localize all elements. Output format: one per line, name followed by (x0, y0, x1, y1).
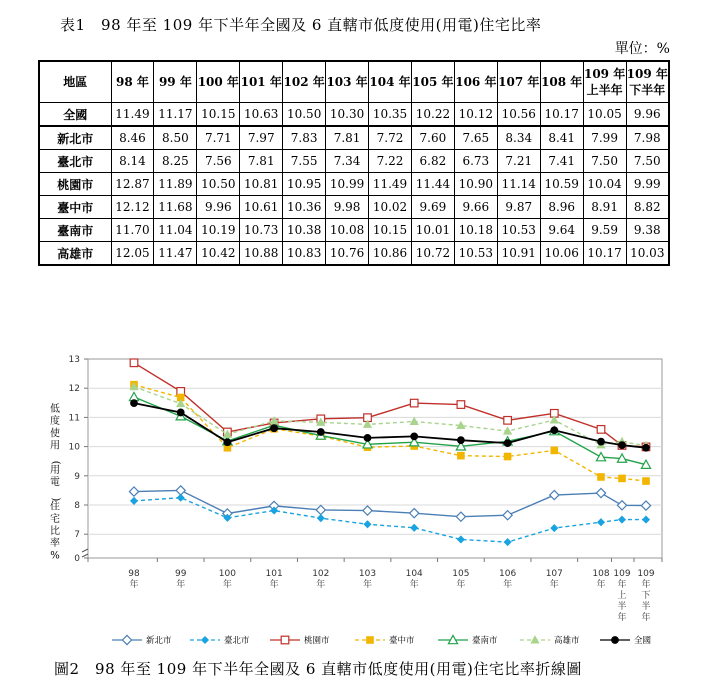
data-point (176, 486, 185, 495)
x-tick-label: 107 年 (545, 569, 563, 590)
table-row (39, 126, 669, 150)
header-col: 101 年 (240, 61, 283, 103)
y-axis-label: 低度使用(用電)住宅比率% (50, 404, 62, 562)
table-cell: 9.66 (454, 196, 497, 219)
table-cell: 9.87 (497, 196, 540, 219)
table-cell: 7.50 (583, 150, 626, 173)
table-cell: 12.87 (111, 173, 154, 196)
table-cell: 7.81 (240, 150, 283, 173)
table-cell: 7.72 (369, 126, 412, 150)
table-cell: 10.05 (583, 103, 626, 127)
table-cell: 10.02 (369, 196, 412, 219)
table-cell: 10.15 (197, 103, 240, 127)
table-cell: 10.72 (411, 242, 454, 266)
table-cell: 7.65 (454, 126, 497, 150)
table-cell: 11.49 (369, 173, 412, 196)
data-point (643, 444, 650, 451)
header-col: 100 年 (197, 61, 240, 103)
x-tick-label: 101 年 (265, 569, 283, 590)
table-cell: 10.86 (369, 242, 412, 266)
header-col: 109 年 上半年 (583, 61, 626, 103)
chart-title: 圖2 98 年至 109 年下半年全國及 6 直轄市低度使用(用電)住宅比率折線圖 (54, 660, 582, 678)
table-row (39, 242, 669, 266)
data-point (271, 425, 278, 432)
table-cell: 8.82 (626, 196, 669, 219)
data-point (551, 427, 558, 434)
table-cell: 8.34 (497, 126, 540, 150)
data-point (596, 488, 605, 497)
table-cell: 9.99 (626, 173, 669, 196)
table-cell: 8.50 (154, 126, 197, 150)
table-cell: 10.30 (326, 103, 369, 127)
data-point (411, 525, 417, 531)
table-cell: 7.71 (197, 126, 240, 150)
table-cell: 10.53 (497, 219, 540, 242)
x-tick-label: 103 年 (358, 569, 377, 590)
table-cell: 6.82 (411, 150, 454, 173)
data-point (504, 453, 510, 459)
y-tick-label: 7 (74, 530, 80, 541)
table-cell: 9.96 (626, 103, 669, 127)
table-cell: 12.12 (111, 196, 154, 219)
legend-marker (122, 635, 131, 644)
series-line-1 (134, 498, 646, 542)
table-cell: 9.59 (583, 219, 626, 242)
table-cell: 10.90 (454, 173, 497, 196)
table-cell: 10.73 (240, 219, 283, 242)
x-tick-label: 109 年上半年 (613, 569, 631, 623)
table-cell: 11.89 (154, 173, 197, 196)
data-point (598, 519, 604, 525)
y-tick-label: 8 (74, 501, 80, 511)
row-header: 臺北市 (39, 150, 111, 173)
data-point (224, 439, 231, 446)
table-cell: 7.98 (626, 126, 669, 150)
table-row (39, 103, 669, 127)
table-cell: 10.18 (454, 219, 497, 242)
y-tick-label: 9 (74, 471, 80, 482)
header-col: 108 年 (540, 61, 583, 103)
table-cell: 7.60 (411, 126, 454, 150)
legend-marker (367, 637, 373, 643)
unit-label: 單位：% (614, 41, 670, 57)
series-line-0 (134, 490, 646, 516)
data-point (619, 442, 626, 449)
data-point (131, 400, 138, 407)
table-cell: 11.04 (154, 219, 197, 242)
data-point (410, 399, 418, 407)
table-cell: 7.50 (626, 150, 669, 173)
table-cell: 11.68 (154, 196, 197, 219)
header-col: 106 年 (454, 61, 497, 103)
table-cell: 12.05 (111, 242, 154, 266)
data-point (130, 359, 138, 367)
data-point (641, 501, 650, 510)
table-cell: 10.19 (197, 219, 240, 242)
table-cell: 10.36 (283, 196, 326, 219)
table-cell: 10.08 (326, 219, 369, 242)
y-tick-label: 0 (74, 554, 80, 564)
table-cell: 11.70 (111, 219, 154, 242)
table-cell: 10.95 (283, 173, 326, 196)
data-point (318, 515, 324, 521)
table-cell: 10.56 (497, 103, 540, 127)
data-point (316, 505, 325, 514)
table-row (39, 196, 669, 219)
y-tick-label: 10 (68, 442, 80, 453)
x-tick-label: 108 年 (592, 569, 610, 590)
table-cell: 11.49 (111, 103, 154, 127)
table-cell: 10.88 (240, 242, 283, 266)
data-point (317, 429, 324, 436)
header-col: 103 年 (326, 61, 369, 103)
table-cell: 10.42 (197, 242, 240, 266)
legend-label: 臺中市 (389, 636, 415, 646)
data-point (619, 475, 625, 481)
x-tick-label: 99 年 (174, 569, 187, 590)
table-cell: 7.22 (369, 150, 412, 173)
legend-label: 全國 (634, 636, 652, 646)
line-chart (0, 340, 710, 655)
data-point (503, 511, 512, 520)
data-point (131, 498, 137, 504)
data-point (643, 478, 649, 484)
table-cell: 11.44 (411, 173, 454, 196)
table-cell: 8.25 (154, 150, 197, 173)
table-cell: 9.38 (626, 219, 669, 242)
table-cell: 10.38 (283, 219, 326, 242)
table-cell: 10.06 (540, 242, 583, 266)
table-cell: 7.99 (583, 126, 626, 150)
table-cell: 11.17 (154, 103, 197, 127)
data-point (551, 525, 557, 531)
table-cell: 7.21 (497, 150, 540, 173)
row-header: 桃園市 (39, 173, 111, 196)
table-cell: 7.81 (326, 126, 369, 150)
header-region: 地區 (39, 61, 111, 103)
table-cell: 10.63 (240, 103, 283, 127)
header-col: 105 年 (411, 61, 454, 103)
y-tick-label: 13 (68, 355, 80, 365)
x-tick-label: 105 年 (452, 569, 470, 590)
x-tick-label: 104 年 (405, 569, 423, 590)
table-cell: 10.04 (583, 173, 626, 196)
row-header: 新北市 (39, 126, 111, 150)
table-cell: 10.50 (283, 103, 326, 127)
legend-marker (281, 636, 289, 644)
header-col: 107 年 (497, 61, 540, 103)
table-cell: 10.81 (240, 173, 283, 196)
data-point (457, 401, 465, 409)
y-tick-label: 11 (68, 413, 80, 424)
data-point (551, 447, 557, 453)
data-point (504, 417, 512, 425)
header-col: 98 年 (111, 61, 154, 103)
table-row (39, 150, 669, 173)
data-point (129, 487, 138, 496)
data-point (643, 516, 649, 522)
data-point (597, 426, 605, 434)
table-cell: 10.61 (240, 196, 283, 219)
table-body (39, 103, 669, 266)
table-row (39, 219, 669, 242)
data-point (177, 409, 184, 416)
legend-label: 高雄市 (554, 636, 580, 646)
data-point (550, 490, 559, 499)
table-cell: 10.17 (540, 103, 583, 127)
data-point (364, 521, 370, 527)
row-header: 臺南市 (39, 219, 111, 242)
data-point (178, 495, 184, 501)
x-tick-label: 109 年下半年 (637, 569, 655, 623)
series-line-6 (134, 403, 646, 448)
table-cell: 7.56 (197, 150, 240, 173)
data-point (363, 506, 372, 515)
data-point (410, 509, 419, 518)
table-cell: 8.14 (111, 150, 154, 173)
plot-frame (88, 359, 662, 558)
header-col: 104 年 (369, 61, 412, 103)
table-cell: 10.35 (369, 103, 412, 127)
legend-label: 臺北市 (224, 636, 250, 646)
axis-break-mark (82, 549, 88, 557)
data-point (458, 536, 464, 542)
table-cell: 9.96 (197, 196, 240, 219)
legend-label: 桃園市 (304, 636, 330, 646)
row-header: 全國 (39, 103, 111, 127)
data-point (364, 434, 371, 441)
legend-marker (612, 637, 619, 644)
table-cell: 10.12 (454, 103, 497, 127)
table-cell: 10.53 (454, 242, 497, 266)
table-cell: 10.50 (197, 173, 240, 196)
table-cell: 7.34 (326, 150, 369, 173)
table-cell: 10.15 (369, 219, 412, 242)
table-cell: 10.83 (283, 242, 326, 266)
header-col: 102 年 (283, 61, 326, 103)
data-point (411, 433, 418, 440)
table-cell: 10.59 (540, 173, 583, 196)
table-cell: 9.69 (411, 196, 454, 219)
row-header: 臺中市 (39, 196, 111, 219)
data-point (458, 452, 464, 458)
table-cell: 10.99 (326, 173, 369, 196)
header-col: 99 年 (154, 61, 197, 103)
table-cell: 8.96 (540, 196, 583, 219)
table-cell: 10.76 (326, 242, 369, 266)
table-cell: 7.41 (540, 150, 583, 173)
data-point (458, 437, 465, 444)
table-cell: 8.41 (540, 126, 583, 150)
table-cell: 10.01 (411, 219, 454, 242)
data-point (617, 501, 626, 510)
table-header-row (39, 61, 669, 103)
table-cell: 10.03 (626, 242, 669, 266)
data-point (456, 512, 465, 521)
legend-label: 新北市 (146, 636, 172, 646)
table-cell: 11.14 (497, 173, 540, 196)
row-header: 高雄市 (39, 242, 111, 266)
table-cell: 11.47 (154, 242, 197, 266)
y-tick-label: 12 (68, 384, 80, 395)
data-point (504, 539, 510, 545)
table-cell: 10.17 (583, 242, 626, 266)
x-tick-label: 102 年 (312, 569, 330, 590)
table-cell: 7.55 (283, 150, 326, 173)
table-cell: 6.73 (454, 150, 497, 173)
data-point (619, 516, 625, 522)
table-cell: 9.64 (540, 219, 583, 242)
table-cell: 7.97 (240, 126, 283, 150)
table-cell: 7.83 (283, 126, 326, 150)
legend-marker (202, 637, 208, 643)
table-cell: 8.91 (583, 196, 626, 219)
data-point (598, 474, 604, 480)
table-cell: 9.98 (326, 196, 369, 219)
table-title: 表1 98 年至 109 年下半年全國及 6 直轄市低度使用(用電)住宅比率 (60, 16, 542, 34)
x-tick-label: 106 年 (499, 569, 517, 590)
table-row (39, 173, 669, 196)
x-tick-label: 100 年 (218, 569, 236, 590)
table-cell: 8.46 (111, 126, 154, 150)
legend-label: 臺南市 (472, 636, 498, 646)
data-table (38, 60, 670, 266)
table-cell: 10.91 (497, 242, 540, 266)
header-col: 109 年 下半年 (626, 61, 669, 103)
x-tick-label: 98 年 (128, 569, 140, 590)
table-cell: 10.22 (411, 103, 454, 127)
data-point (598, 438, 605, 445)
data-point (504, 440, 511, 447)
